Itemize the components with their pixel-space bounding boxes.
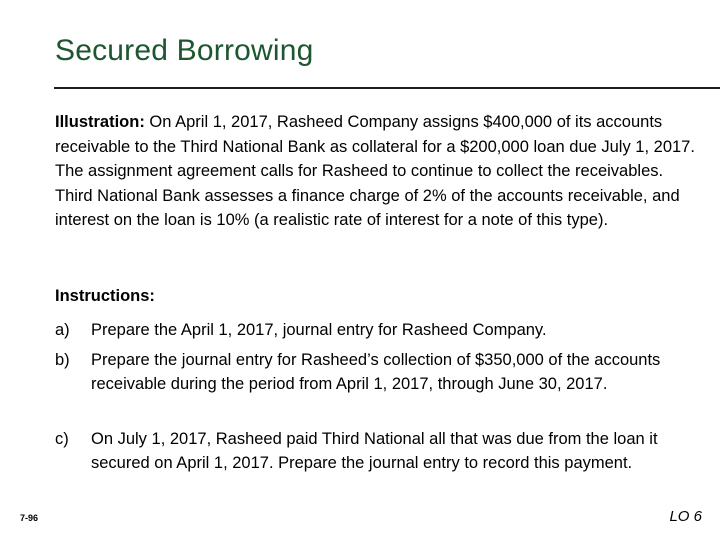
instruction-item-c	[55, 427, 695, 475]
learning-objective: LO 6	[669, 508, 702, 525]
illustration-label: Illustration:	[55, 113, 145, 131]
instructions-heading: Instructions:	[55, 287, 155, 305]
instruction-text: Prepare the journal entry for Rasheed’s collection of $350,000 of the accounts receivable during the period from April 1, 2017, through June 30, 2017.	[91, 351, 661, 393]
instruction-item-a	[55, 318, 695, 342]
instruction-item-b	[55, 348, 695, 396]
instruction-marker: b)	[55, 351, 70, 369]
title-divider	[54, 87, 720, 89]
slide-title: Secured Borrowing	[55, 34, 314, 67]
illustration-paragraph	[55, 110, 695, 233]
illustration-text: On April 1, 2017, Rasheed Company assigns $400,000 of its accounts receivable to the Third National Bank as collateral for a $200,000 loan due July 1, 2017. The assignment agreement calls for Rasheed to continue to collect the receivables. Third National Bank assesses a finance charge of 2% of the accounts receivable, and interest on the loan is 10% (a realistic rate of interest for a note of this type).	[55, 113, 695, 230]
instruction-marker: c)	[55, 430, 69, 448]
instruction-marker: a)	[55, 321, 70, 339]
page-number: 7-96	[20, 513, 39, 523]
instruction-text: On July 1, 2017, Rasheed paid Third National all that was due from the loan it secured on April 1, 2017. Prepare the journal entry to record this payment.	[91, 430, 658, 472]
instruction-text: Prepare the April 1, 2017, journal entry for Rasheed Company.	[91, 321, 547, 339]
